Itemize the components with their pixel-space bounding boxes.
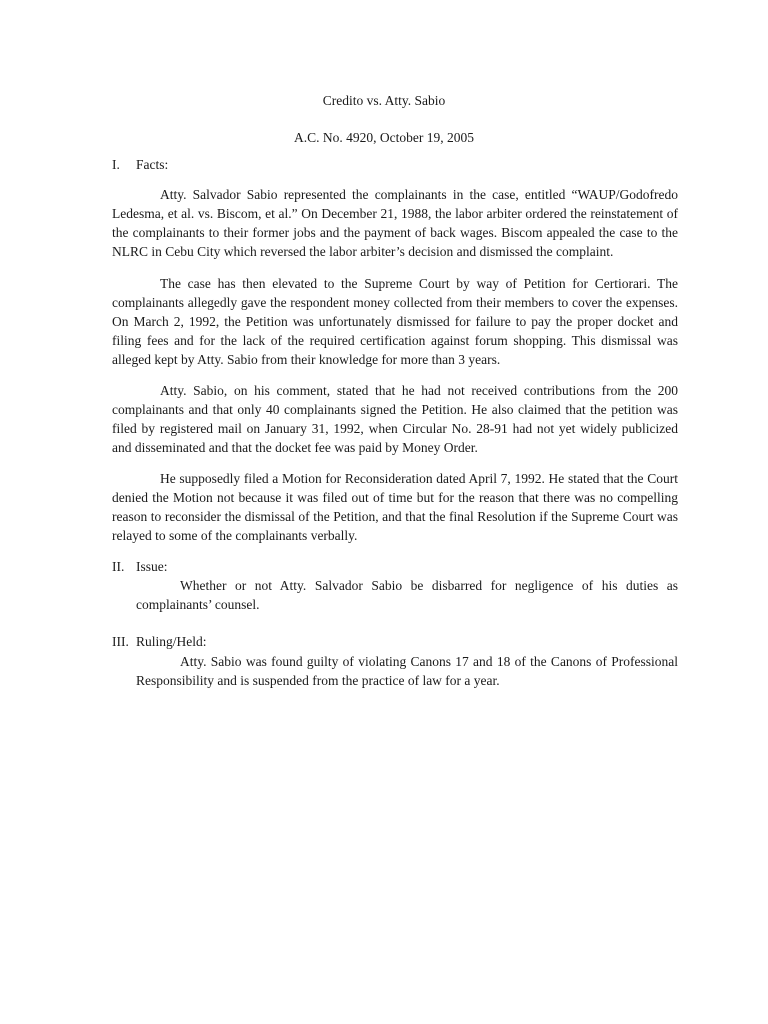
section-heading-issue: [112, 557, 672, 576]
issue-paragraph: Whether or not Atty. Salvador Sabio be disbarred for negligence of his duties as complainants’ counsel.: [136, 578, 678, 612]
ruling-paragraph: Atty. Sabio was found guilty of violating Canons 17 and 18 of the Canons of Professional Responsibility and is suspended from the practice of law for a year.: [136, 654, 678, 688]
section-heading-label: Ruling/Held:: [136, 634, 207, 649]
case-title: Credito vs. Atty. Sabio: [322, 93, 446, 108]
section-number: I.: [112, 157, 120, 172]
facts-paragraph: He supposedly filed a Motion for Reconsideration dated April 7, 1992. He stated that the Court denied the Motion not because it was filed out of time but for the reason that there was no compelling reason to reconsider the dismissal of the Petition, and that the final Resolution if the Supreme Court was relayed to some of the complainants verbally.: [112, 471, 678, 543]
section-number: III.: [112, 634, 129, 649]
facts-paragraph: Atty. Salvador Sabio represented the complainants in the case, entitled “WAUP/Godofredo Ledesma, et al. vs. Biscom, et al.” On December 21, 1988, the labor arbiter ordered the reinstatement of the complainants to their former jobs and the payment of back wages. Biscom appealed the case to the NLRC in Cebu City which reversed the labor arbiter’s decision and dismissed the complaint.: [112, 187, 678, 259]
facts-paragraph: The case has then elevated to the Supreme Court by way of Petition for Certiorari. The complainants allegedly gave the respondent money collected from their members to cover the expenses. On March 2, 1992, the Petition was unfortunately dismissed for failure to pay the proper docket and filing fees and for the lack of the required certification against forum shopping. This dismissal was alleged kept by Atty. Sabio from their knowledge for more than 3 years.: [112, 276, 678, 367]
section-heading-ruling: [112, 632, 672, 651]
case-citation: A.C. No. 4920, October 19, 2005: [294, 130, 474, 145]
section-heading-label: Issue:: [136, 559, 168, 574]
section-heading-label: Facts:: [136, 157, 169, 172]
section-heading-facts: [112, 155, 672, 174]
section-number: II.: [112, 559, 125, 574]
facts-paragraph: Atty. Sabio, on his comment, stated that he had not received contributions from the 200 complainants and that only 40 complainants signed the Petition. He also claimed that the petition was filed by registered mail on January 31, 1992, when Circular No. 28-91 had not yet widely publicized and disseminated and that the docket fee was paid by Money Order.: [112, 383, 678, 455]
